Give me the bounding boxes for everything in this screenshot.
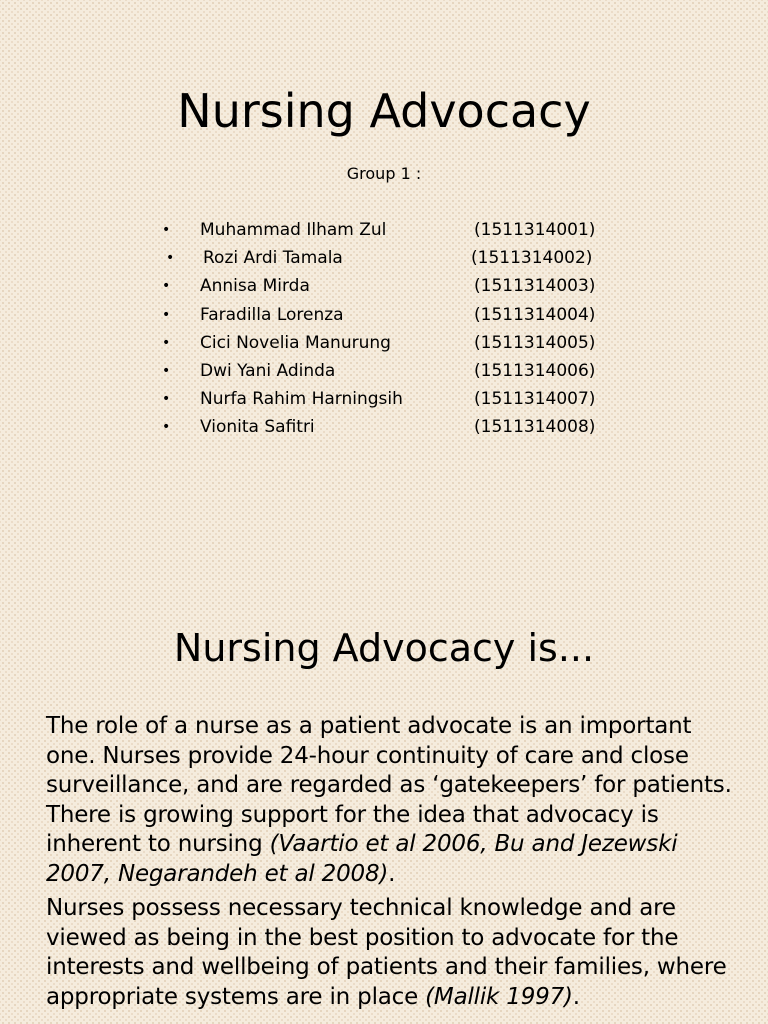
bullet-icon: • [162, 391, 171, 408]
bullet-icon: • [162, 362, 171, 379]
paragraph-2 [46, 894, 736, 1012]
member-name: Dwi Yani Adinda [200, 360, 336, 381]
slide-content [0, 570, 768, 1024]
slide-1-title: Nursing Advocacy [177, 84, 591, 138]
paragraph-2-end: . [572, 983, 580, 1010]
list-item [0, 387, 768, 415]
bullet-icon: • [162, 222, 171, 238]
member-nim: (1511314007) [474, 389, 596, 410]
member-list [0, 218, 768, 444]
member-name: Vionita Safitri [200, 417, 315, 438]
list-item [0, 359, 768, 387]
bullet-icon: • [166, 250, 175, 267]
group-label: Group 1 : [346, 164, 422, 183]
bullet-icon: • [162, 306, 171, 323]
member-name: Muhammad Ilham Zul [200, 220, 387, 240]
paragraph-1 [46, 712, 736, 889]
list-item [0, 218, 768, 246]
list-item [0, 415, 768, 443]
member-name: Nurfa Rahim Harningsih [200, 389, 403, 410]
paragraph-2-text: Nurses possess necessary technical knowledge and are viewed as being in the best position to advocate for the interests and wellbeing of patients and their families, where appropriate systems are in place [46, 895, 727, 1010]
bullet-icon: • [162, 334, 171, 351]
member-name: Rozi Ardi Tamala [203, 248, 343, 269]
paragraph-1-citation: (Vaartio et al 2006, Bu and Jezewski 2007, Negarandeh et al 2008) [46, 831, 678, 887]
member-name: Annisa Mirda [200, 276, 310, 297]
bullet-icon: • [162, 278, 171, 295]
member-name: Faradilla Lorenza [200, 304, 344, 325]
paragraph-1-text: The role of a nurse as a patient advocate is an important one. Nurses provide 24-hour continuity of care and close surveillance, and are regarded as ‘gatekeepers’ for patients. There is growing support for the idea that advocacy is inherent to nursing [46, 713, 732, 857]
body-text [46, 712, 736, 1017]
member-nim: (1511314006) [474, 360, 596, 381]
paragraph-1-end: . [388, 860, 396, 887]
list-item [0, 303, 768, 331]
list-item [0, 331, 768, 359]
member-nim: (1511314008) [474, 417, 596, 438]
bullet-icon: • [162, 419, 171, 436]
member-nim: (1511314001) [474, 220, 596, 240]
member-nim: (1511314003) [474, 276, 596, 297]
list-item [0, 246, 768, 274]
member-nim: (1511314005) [474, 332, 596, 353]
member-nim: (1511314002) [471, 248, 593, 269]
paragraph-2-citation: (Mallik 1997) [425, 983, 573, 1010]
slide-2-title: Nursing Advocacy is... [173, 626, 595, 670]
list-item [0, 274, 768, 302]
member-name: Cici Novelia Manurung [200, 332, 391, 353]
member-nim: (1511314004) [474, 304, 596, 325]
